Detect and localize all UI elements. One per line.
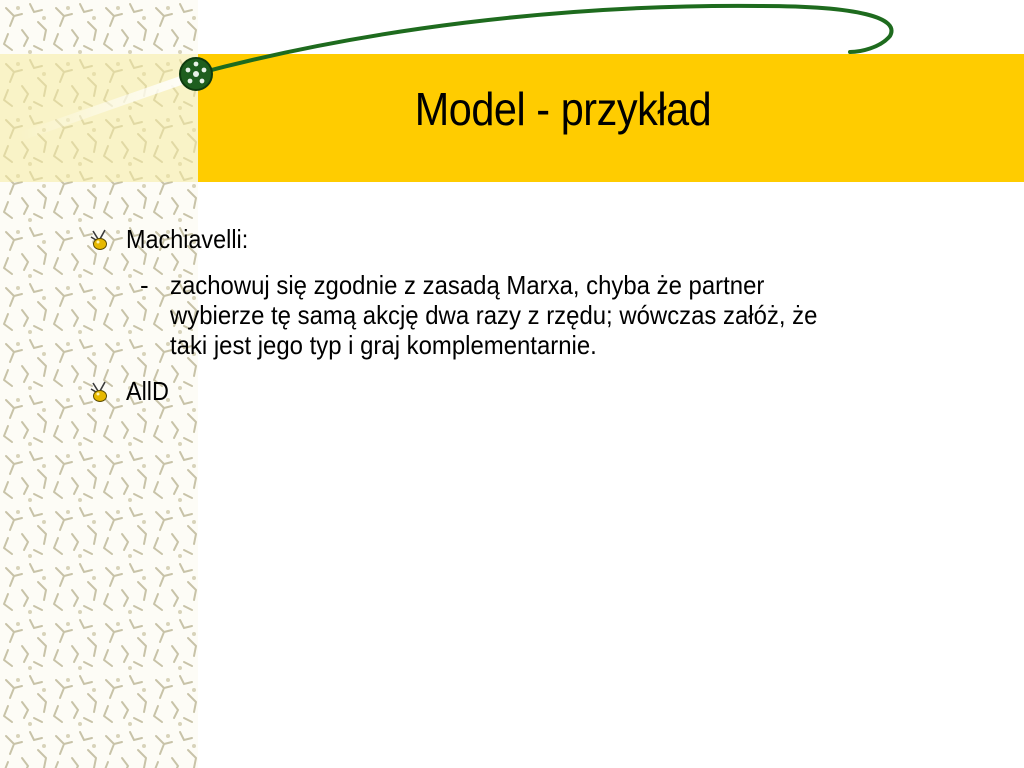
slide-title: Model - przykład bbox=[414, 83, 712, 135]
bullet-text: AllD bbox=[126, 376, 169, 406]
bug-bullet-icon bbox=[88, 227, 110, 251]
sub-text bbox=[170, 270, 906, 360]
sub-item bbox=[88, 270, 890, 360]
bug-bullet-icon bbox=[88, 379, 110, 403]
bullet-text: Machiavelli: bbox=[126, 224, 249, 254]
slide-content bbox=[88, 224, 968, 406]
sub-text-line: zachowuj się zgodnie z zasadą Marxa, chyba że partner bbox=[170, 270, 765, 300]
bullet-item bbox=[88, 224, 968, 254]
sub-text-line: taki jest jego typ i graj komplementarnie. bbox=[170, 330, 597, 360]
bullet-item bbox=[88, 376, 968, 406]
sub-marker: - bbox=[140, 270, 149, 300]
sub-text-line: wybierze tę samą akcję dwa razy z rzędu; wówczas załóż, że bbox=[170, 300, 818, 330]
